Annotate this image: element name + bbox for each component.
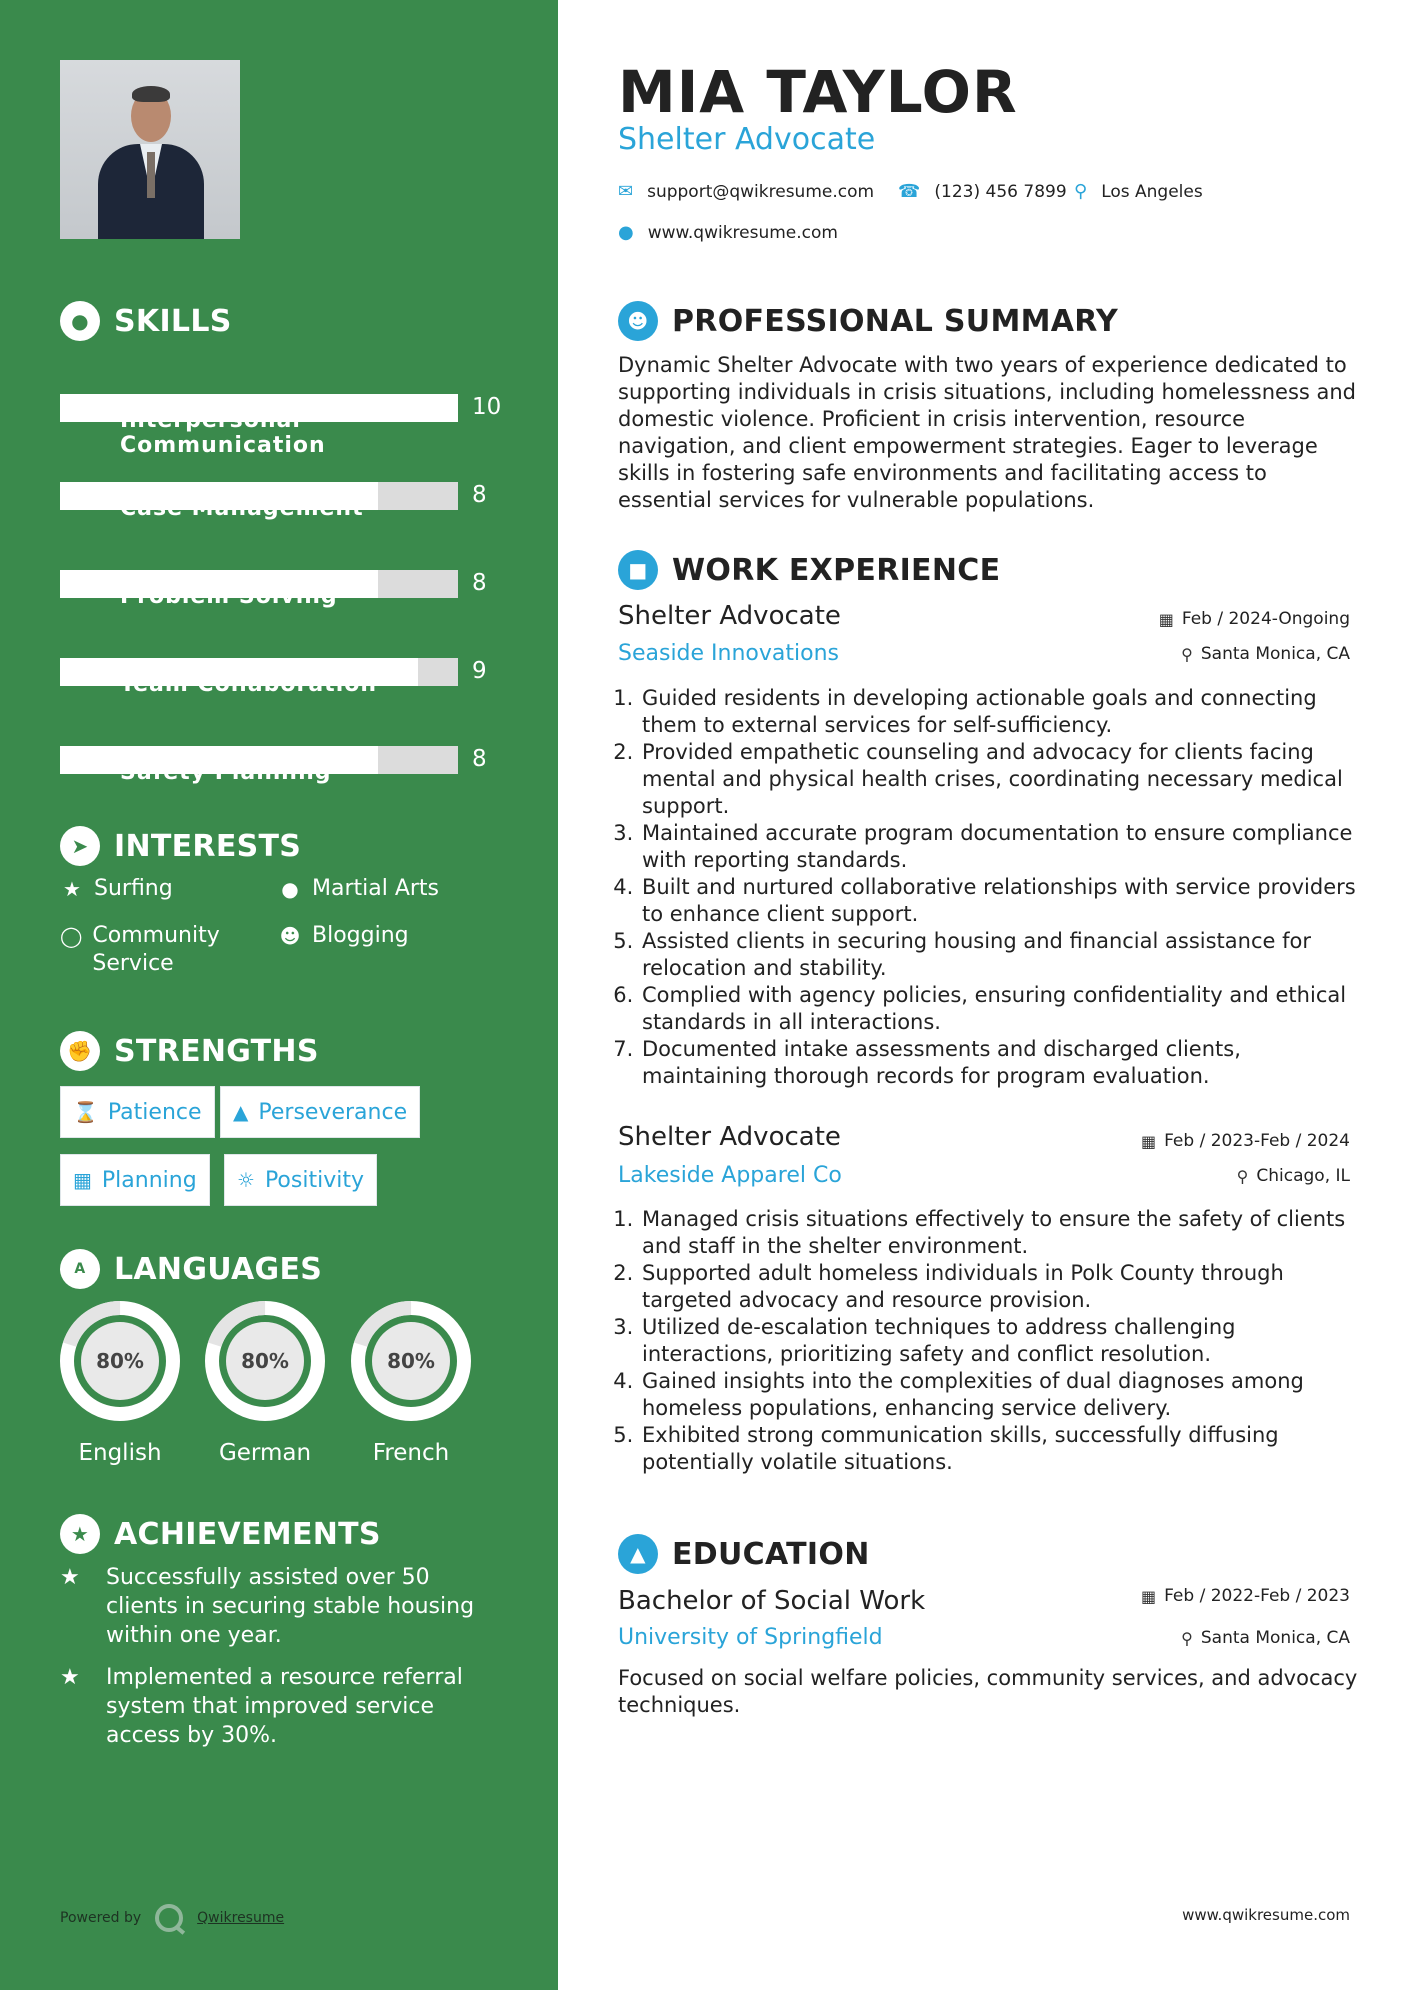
- language-percent: 80%: [96, 1349, 144, 1373]
- office-chair-icon: ■: [618, 550, 658, 590]
- job-location: ⚲ Chicago, IL: [1236, 1166, 1350, 1186]
- duty-item: 5. Assisted clients in securing housing and financial assistance for relocation and stability.: [640, 928, 1363, 982]
- sidebar: [0, 0, 558, 1990]
- calendar-icon: ▦: [1140, 1586, 1157, 1606]
- brand-link[interactable]: Qwikresume: [197, 1910, 285, 1926]
- interest-item: ◯ Community Service: [60, 923, 220, 976]
- duty-item: 2. Supported adult homeless individuals in Polk County through targeted advocacy and resource provision.: [640, 1260, 1363, 1314]
- language-item: [350, 1300, 472, 1466]
- contact-location: ⚲ Los Angeles: [1074, 181, 1203, 202]
- duty-item: 1. Guided residents in developing actionable goals and connecting them to external services for self-sufficiency.: [640, 685, 1363, 739]
- skill-bar: [60, 746, 458, 774]
- education-location: ⚲ Santa Monica, CA: [1181, 1628, 1350, 1648]
- skill-bar: [60, 570, 458, 598]
- contact-phone: ☎ (123) 456 7899: [898, 181, 1067, 202]
- job-company: Lakeside Apparel Co: [618, 1163, 842, 1188]
- duty-item: 5. Exhibited strong communication skills, successfully diffusing potentially volatile situations.: [640, 1422, 1363, 1476]
- language-ring: [204, 1300, 326, 1422]
- skill-value: 8: [472, 482, 487, 508]
- job-dates: ▦ Feb / 2024-Ongoing: [1158, 609, 1350, 629]
- language-percent: 80%: [241, 1349, 289, 1373]
- skill-bar-fill: [60, 394, 458, 422]
- education-heading: ▲ EDUCATION: [618, 1534, 870, 1574]
- pushpin-icon: ⚲: [1236, 1166, 1249, 1186]
- summary-text: Dynamic Shelter Advocate with two years of experience dedicated to supporting individuals in crisis situations, including homelessness and domestic violence. Proficient in crisis intervention, resource navigation, and client empowerment strategies. Eager to leverage skills in fostering safe environments and facilitating access to essential services for vulnerable populations.: [618, 353, 1357, 512]
- duty-item: 2. Provided empathetic counseling and advocacy for clients facing mental and physical health crises, coordinating necessary medical support.: [640, 739, 1363, 820]
- duty-item: 3. Maintained accurate program documentation to ensure compliance with reporting standards.: [640, 820, 1363, 874]
- strength-chip: ☼ Positivity: [224, 1154, 377, 1206]
- calendar-icon: ▦: [73, 1168, 92, 1192]
- calendar-icon: ▦: [1158, 609, 1174, 629]
- skill-bar: [60, 658, 458, 686]
- skill-value: 8: [472, 746, 487, 772]
- duty-item: 3. Utilized de-escalation techniques to address challenging interactions, prioritizing safety and conflict resolution.: [640, 1314, 1363, 1368]
- strength-chip: ▲ Perseverance: [220, 1086, 420, 1138]
- interests-heading: ➤ INTERESTS: [60, 826, 301, 866]
- job-location: ⚲ Santa Monica, CA: [1181, 644, 1350, 664]
- skill-bar-fill: [60, 746, 378, 774]
- map-pin-icon: ⚲: [1074, 181, 1088, 202]
- shield-icon: ◯: [60, 924, 83, 948]
- main-content: [558, 0, 1407, 1990]
- duty-item: 1. Managed crisis situations effectively to ensure the safety of clients and staff in the shelter environment.: [640, 1206, 1363, 1260]
- star-icon: ★: [60, 1565, 80, 1590]
- degree-title: Bachelor of Social Work: [618, 1586, 926, 1616]
- hourglass-icon: ⌛: [73, 1100, 98, 1124]
- interest-item: ☻ Blogging: [279, 923, 409, 948]
- envelope-icon: ✉: [618, 181, 634, 202]
- fist-icon: ✊: [60, 1031, 100, 1071]
- job-duties: [618, 685, 1363, 1090]
- language-ring: [350, 1300, 472, 1422]
- achievement-item: ★ Successfully assisted over 50 clients in securing stable housing within one year.: [60, 1565, 475, 1648]
- award-star-icon: ★: [60, 1514, 100, 1554]
- summary-heading: ☻ PROFESSIONAL SUMMARY: [618, 301, 1118, 341]
- pushpin-icon: ⚲: [1181, 644, 1193, 664]
- language-name: English: [78, 1440, 162, 1466]
- skill-bar-fill: [60, 570, 378, 598]
- powered-by: Powered by Qwikresume: [60, 1904, 284, 1932]
- strength-chip: ▦ Planning: [60, 1154, 210, 1206]
- duty-item: 4. Gained insights into the complexities of dual diagnoses among homeless populations, enhancing service delivery.: [640, 1368, 1363, 1422]
- education-dates: ▦ Feb / 2022-Feb / 2023: [1140, 1586, 1350, 1606]
- graduation-icon: ▲: [618, 1534, 658, 1574]
- skill-value: 10: [472, 394, 502, 420]
- skill-name: Communication: [120, 433, 326, 458]
- language-name: German: [218, 1440, 312, 1466]
- language-icon: A: [60, 1249, 100, 1289]
- interest-item: ★ Surfing: [60, 875, 250, 903]
- language-item: [59, 1300, 181, 1466]
- skill-value: 9: [472, 658, 487, 684]
- paper-plane-icon: ➤: [60, 826, 100, 866]
- user-icon: ☻: [618, 301, 658, 341]
- calendar-icon: ▦: [1140, 1131, 1157, 1151]
- star-icon: ★: [63, 877, 81, 901]
- languages-heading: A LANGUAGES: [60, 1249, 322, 1289]
- job-company: Seaside Innovations: [618, 641, 839, 666]
- footer-url[interactable]: www.qwikresume.com: [1182, 1906, 1350, 1924]
- job-title: Shelter Advocate: [618, 601, 841, 631]
- pushpin-icon: ⚲: [1181, 1628, 1193, 1648]
- sun-icon: ☼: [237, 1168, 255, 1192]
- language-item: [204, 1300, 326, 1466]
- skills-heading: ● SKILLS: [60, 301, 232, 341]
- skill-value: 8: [472, 570, 487, 596]
- users-icon: ☻: [279, 924, 301, 948]
- qwikresume-logo-icon: [155, 1904, 183, 1932]
- duty-item: 4. Built and nurtured collaborative relationships with service providers to enhance client support.: [640, 874, 1363, 928]
- experience-heading: ■ WORK EXPERIENCE: [618, 550, 1000, 590]
- lightbulb-icon: ●: [60, 301, 100, 341]
- language-percent: 80%: [387, 1349, 435, 1373]
- contact-website[interactable]: ● www.qwikresume.com: [618, 222, 838, 243]
- language-name: French: [372, 1440, 450, 1466]
- profile-photo: [60, 60, 240, 239]
- strength-chip: ⌛ Patience: [60, 1086, 215, 1138]
- skill-bar: [60, 394, 458, 422]
- strengths-heading: ✊ STRENGTHS: [60, 1031, 319, 1071]
- skill-bar-fill: [60, 482, 378, 510]
- school-name: University of Springfield: [618, 1625, 883, 1650]
- contact-email[interactable]: ✉ support@qwikresume.com: [618, 181, 875, 202]
- candidate-role: Shelter Advocate: [618, 122, 876, 157]
- candidate-name: MIA TAYLOR: [618, 58, 1018, 126]
- job-duties: [618, 1206, 1363, 1476]
- job-dates: ▦ Feb / 2023-Feb / 2024: [1140, 1131, 1350, 1151]
- duty-item: 7. Documented intake assessments and discharged clients, maintaining thorough records for program evaluation.: [640, 1036, 1363, 1090]
- job-title: Shelter Advocate: [618, 1122, 841, 1152]
- road-icon: ▲: [233, 1100, 249, 1124]
- interest-item: ● Martial Arts: [278, 875, 498, 903]
- skill-bar-fill: [60, 658, 418, 686]
- globe-icon: ●: [281, 877, 299, 901]
- duty-item: 6. Complied with agency policies, ensuring confidentiality and ethical standards in all interactions.: [640, 982, 1363, 1036]
- language-ring: [59, 1300, 181, 1422]
- education-description: Focused on social welfare policies, community services, and advocacy techniques.: [618, 1666, 1358, 1717]
- achievement-item: ★ Implemented a resource referral system that improved service access by 30%.: [60, 1665, 463, 1748]
- phone-icon: ☎: [898, 181, 921, 202]
- skill-bar: [60, 482, 458, 510]
- globe-icon: ●: [618, 222, 634, 243]
- achievements-heading: ★ ACHIEVEMENTS: [60, 1514, 381, 1554]
- star-icon: ★: [60, 1665, 80, 1690]
